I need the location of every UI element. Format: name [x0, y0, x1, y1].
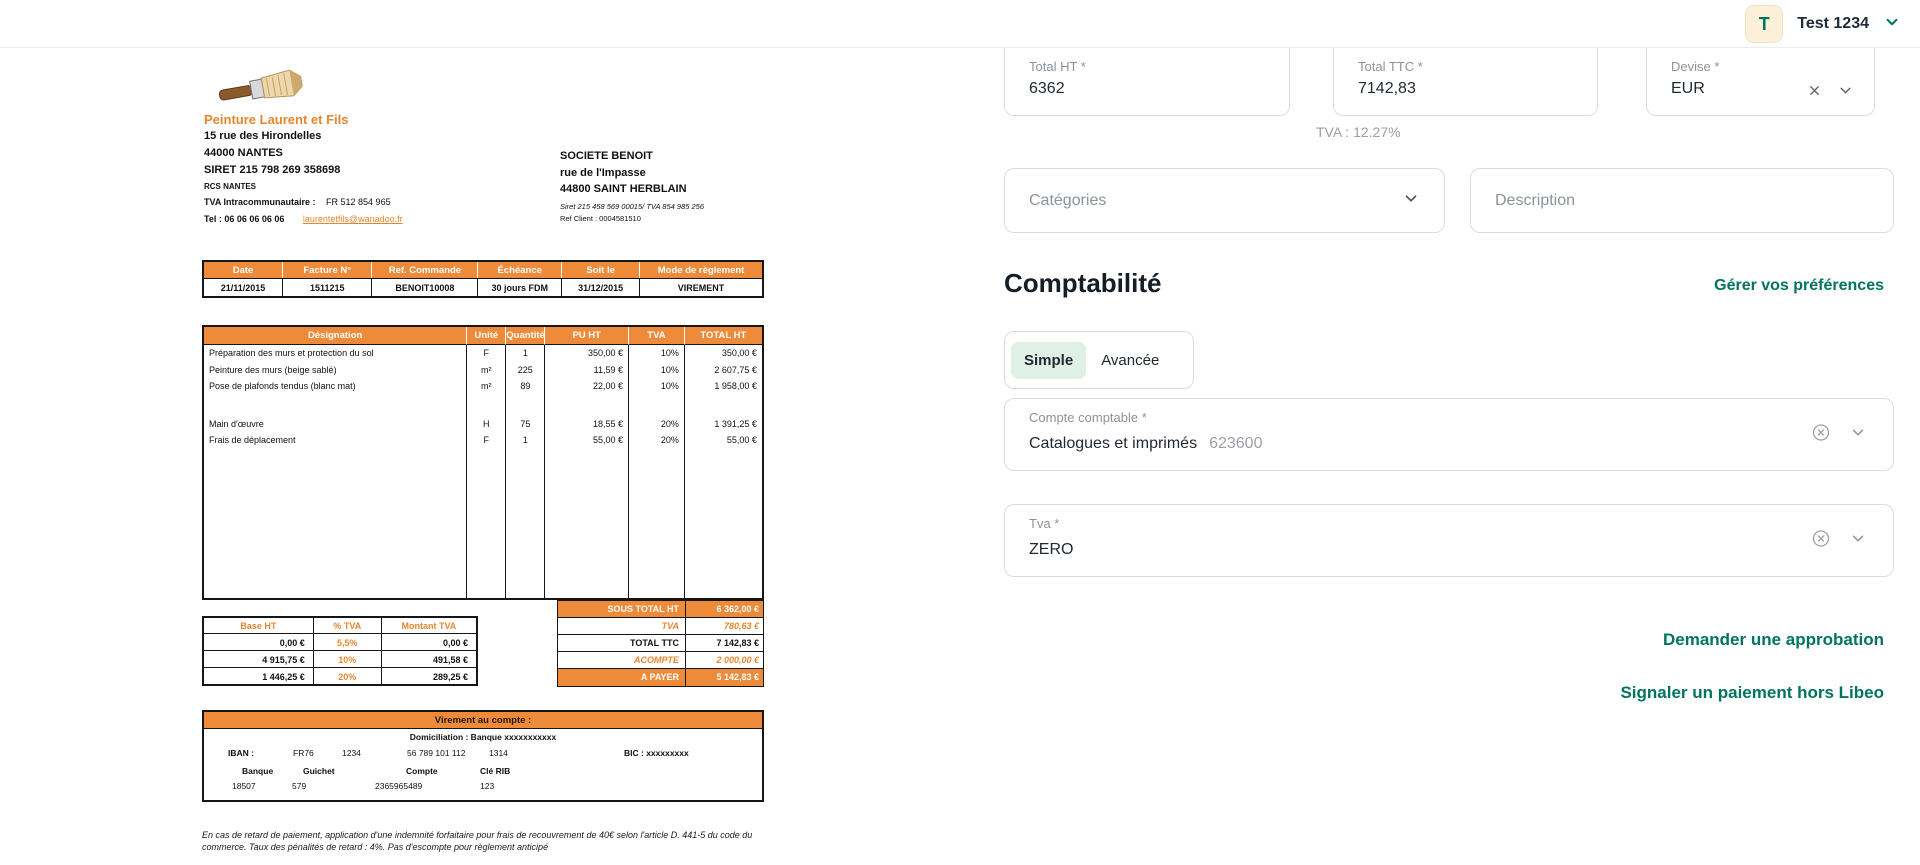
meta-value-cell: 31/12/2015 — [561, 278, 639, 296]
item-cell: Préparation des murs et protection du sol — [209, 348, 374, 358]
tab-simple[interactable]: Simple — [1011, 342, 1086, 379]
item-cell: 20% — [628, 416, 684, 432]
devise-label: Devise * — [1671, 59, 1720, 74]
item-cell — [684, 448, 762, 598]
total-label: TOTAL TTC — [558, 635, 686, 651]
item-cell — [204, 448, 466, 598]
item-cell: F — [466, 345, 505, 362]
total-label: A PAYER — [558, 669, 686, 686]
tab-avancee[interactable]: Avancée — [1101, 351, 1160, 369]
total-ttc-label: Total TTC * — [1358, 59, 1423, 74]
item-cell: 10% — [628, 378, 684, 394]
item-cell: 20% — [628, 432, 684, 448]
item-cell: H — [466, 416, 505, 432]
vat-cell: 5,5% — [313, 634, 381, 651]
total-value: 6 362,00 € — [716, 604, 759, 614]
client-ref: Ref Client : 0004581510 — [560, 213, 641, 223]
devise-value: EUR — [1671, 80, 1705, 97]
item-cell: 10% — [628, 362, 684, 378]
meta-value-cell: VIREMENT — [639, 278, 762, 296]
supplier-address-line: 44000 NANTES — [204, 147, 283, 159]
item-cell — [505, 394, 544, 416]
bank-values-row — [204, 779, 762, 795]
description-input[interactable] — [1471, 169, 1893, 232]
total-ttc-field[interactable] — [1333, 48, 1598, 116]
total-ht-field[interactable] — [1004, 48, 1290, 116]
items-header-cell: Unité — [466, 327, 505, 345]
compte-comptable-value — [1029, 435, 1262, 453]
categories-select[interactable] — [1004, 168, 1445, 233]
bank-col-label: Compte — [406, 766, 438, 776]
item-cell — [544, 394, 628, 416]
item-cell — [544, 448, 628, 598]
meta-header-cell: Ref. Commande — [371, 262, 477, 278]
vat-cell: 20% — [313, 668, 381, 684]
supplier-phone — [204, 214, 403, 224]
bank-labels-row — [204, 764, 762, 778]
item-cell: 1 391,25 € — [684, 416, 762, 432]
iban-part: 56 789 101 112 — [407, 748, 466, 758]
tva-field-label: Tva * — [1029, 516, 1060, 531]
item-cell: 1 — [505, 432, 544, 448]
total-ht-label: Total HT * — [1029, 59, 1086, 74]
total-label: ACOMPTE — [558, 652, 686, 668]
chevron-down-icon — [1883, 13, 1901, 36]
meta-header-cell: Échéance — [477, 262, 561, 278]
compte-comptable-code: 623600 — [1209, 435, 1263, 452]
report-external-payment-link[interactable]: Signaler un paiement hors Libeo — [1620, 683, 1884, 702]
vat-cell: 0,00 € — [381, 634, 476, 651]
vat-cell: 491,58 € — [381, 651, 476, 668]
clear-x-icon[interactable] — [1807, 83, 1822, 103]
chevron-down-icon[interactable] — [1837, 82, 1854, 104]
meta-value-cell: 1511215 — [282, 278, 371, 296]
meta-value-cell: BENOIT10008 — [371, 278, 477, 296]
item-cell — [628, 448, 684, 598]
item-cell: Frais de déplacement — [209, 435, 296, 445]
total-value: 2 000,00 € — [716, 655, 759, 665]
item-cell: 89 — [505, 378, 544, 394]
vat-cell: 289,25 € — [381, 668, 476, 684]
devise-field[interactable] — [1646, 48, 1875, 116]
invoice-footer-note: En cas de retard de paiement, application d'une indemnité forfaitaire pour frais de recouvrement de 40€ selon l'article D. 441-5 du code du commerce. Taux des pénalités de retard : 4%. Pas d'escompte pour règlement anticipé — [202, 830, 753, 852]
meta-value-cell: 21/11/2015 — [204, 278, 282, 296]
item-cell — [628, 394, 684, 416]
chevron-down-icon[interactable] — [1849, 423, 1867, 446]
chevron-down-icon[interactable] — [1849, 529, 1867, 552]
item-cell: m² — [466, 378, 505, 394]
clear-circle-icon[interactable] — [1811, 422, 1831, 447]
iban-part: 1314 — [489, 748, 508, 758]
invoice-totals — [557, 600, 764, 687]
items-header-cell: TOTAL HT — [684, 327, 762, 345]
items-header-cell: PU HT — [544, 327, 628, 345]
bank-col-label: Banque — [242, 766, 274, 776]
preferences-link[interactable]: Gérer vos préférences — [1714, 277, 1884, 294]
total-value: 7 142,83 € — [716, 638, 759, 648]
account-menu[interactable] — [1745, 0, 1901, 48]
approval-request-link[interactable]: Demander une approbation — [1662, 630, 1884, 649]
bank-iban-row — [204, 746, 762, 764]
supplier-siret: SIRET 215 798 269 358698 — [204, 164, 341, 176]
item-cell: 2 607,75 € — [684, 362, 762, 378]
bank-col-value: 123 — [480, 781, 495, 791]
compte-comptable-field[interactable] — [1004, 398, 1894, 471]
client-name: SOCIETE BENOIT — [560, 150, 653, 162]
compte-comptable-label: Compte comptable * — [1029, 410, 1147, 425]
topbar — [0, 0, 1920, 48]
supplier-tva-label: TVA Intracommunautaire : — [204, 197, 316, 207]
item-cell: Pose de plafonds tendus (blanc mat) — [209, 381, 356, 391]
bank-col-label: Guichet — [303, 766, 335, 776]
account-name: Test 1234 — [1797, 15, 1869, 32]
vat-header-cell: Montant TVA — [381, 618, 476, 634]
vat-cell: 1 446,25 € — [262, 672, 305, 682]
total-row — [558, 635, 763, 652]
supplier-tva-value: FR 512 854 965 — [326, 197, 391, 207]
item-cell — [466, 394, 505, 416]
total-value: 780,63 € — [723, 621, 759, 631]
item-cell: 11,59 € — [544, 362, 628, 378]
vat-cell: 4 915,75 € — [204, 651, 313, 668]
supplier-tva-intra — [204, 197, 391, 207]
item-cell: m² — [466, 362, 505, 378]
supplier-address-line: 15 rue des Hirondelles — [204, 130, 322, 142]
total-row — [558, 669, 763, 686]
items-header-cell: Désignation — [204, 327, 466, 345]
item-cell: Peinture des murs (beige sablé) — [209, 365, 337, 375]
account-avatar: T — [1745, 5, 1783, 43]
total-row — [558, 652, 763, 669]
client-siret: Siret 215 458 569 00015/ TVA 854 985 256 — [560, 201, 705, 211]
categories-placeholder: Catégories — [1029, 191, 1107, 209]
total-ht-value: 6362 — [1029, 80, 1065, 97]
total-label: SOUS TOTAL HT — [558, 601, 686, 617]
item-cell — [505, 448, 544, 598]
client-address-line: rue de l'Impasse — [560, 166, 646, 179]
item-cell: 10% — [628, 345, 684, 362]
bank-domiciliation: Domiciliation : Banque xxxxxxxxxxx — [409, 732, 557, 742]
item-cell: 1 958,00 € — [684, 378, 762, 394]
item-cell: 55,00 € — [544, 432, 628, 448]
item-cell: 22,00 € — [544, 378, 628, 394]
item-cell — [684, 394, 762, 416]
total-row — [558, 618, 763, 635]
iban-label: IBAN : — [228, 748, 254, 758]
clear-circle-icon[interactable] — [1811, 528, 1831, 553]
invoice-meta-table — [202, 260, 764, 298]
bank-title: Virement au compte : — [204, 712, 762, 729]
item-cell: 75 — [505, 416, 544, 432]
item-cell: F — [466, 432, 505, 448]
total-label: TVA — [558, 618, 686, 634]
vat-header-cell: % TVA — [313, 618, 381, 634]
iban-part: 1234 — [342, 748, 361, 758]
supplier-email-link: laurentetfils@wanadoo.fr — [302, 214, 403, 224]
total-row — [558, 601, 763, 618]
meta-header-cell: Facture N° — [282, 262, 371, 278]
invoice-preview — [202, 60, 764, 860]
vat-cell: 0,00 € — [204, 634, 313, 651]
bank-col-label: Clé RIB — [480, 766, 511, 776]
client-address-line: 44800 SAINT HERBLAIN — [560, 183, 687, 195]
invoice-items-table — [202, 325, 764, 600]
item-cell: 350,00 € — [544, 345, 628, 362]
items-header-cell: Quantité — [505, 327, 544, 345]
meta-value-cell: 30 jours FDM — [477, 278, 561, 296]
vat-summary-table — [202, 616, 478, 686]
meta-header-cell: Mode de règlement — [639, 262, 762, 278]
meta-header-cell: Soit le — [561, 262, 639, 278]
bank-col-value: 579 — [292, 781, 307, 791]
vat-header-cell: Base HT — [204, 618, 313, 634]
bank-details-table — [202, 710, 764, 802]
iban-part: FR76 — [293, 748, 314, 758]
tva-rate-note: TVA : 12.27% — [1316, 124, 1401, 140]
paintbrush-logo-image — [216, 64, 310, 117]
bic: BIC : xxxxxxxxx — [624, 748, 689, 758]
supplier-tel-text: Tel : 06 06 06 06 06 — [204, 214, 285, 224]
accounting-mode-tabs — [1004, 331, 1194, 389]
client-block — [560, 148, 704, 223]
chevron-down-icon — [1402, 189, 1420, 212]
tva-field[interactable] — [1004, 504, 1894, 577]
bank-col-value: 18507 — [232, 781, 256, 791]
item-cell: 18,55 € — [544, 416, 628, 432]
item-cell — [466, 448, 505, 598]
item-cell: Main d'œuvre — [209, 419, 264, 429]
vat-cell: 10% — [313, 651, 381, 668]
item-cell: 55,00 € — [684, 432, 762, 448]
bank-col-value: 2365965489 — [375, 781, 423, 791]
meta-header-cell: Date — [204, 262, 282, 278]
tva-field-value: ZERO — [1029, 541, 1074, 558]
total-ttc-value: 7142,83 — [1358, 80, 1416, 97]
comptabilite-heading: Comptabilité — [1004, 268, 1162, 298]
compte-comptable-name: Catalogues et imprimés — [1029, 435, 1198, 452]
supplier-name: Peinture Laurent et Fils — [204, 112, 349, 127]
item-cell: 350,00 € — [684, 345, 762, 362]
items-header-cell: TVA — [628, 327, 684, 345]
item-cell — [204, 394, 466, 416]
supplier-rcs: RCS NANTES — [204, 182, 257, 191]
item-cell: 1 — [505, 345, 544, 362]
item-cell: 225 — [505, 362, 544, 378]
total-value: 5 142,83 € — [716, 672, 759, 682]
description-field[interactable] — [1470, 168, 1894, 233]
